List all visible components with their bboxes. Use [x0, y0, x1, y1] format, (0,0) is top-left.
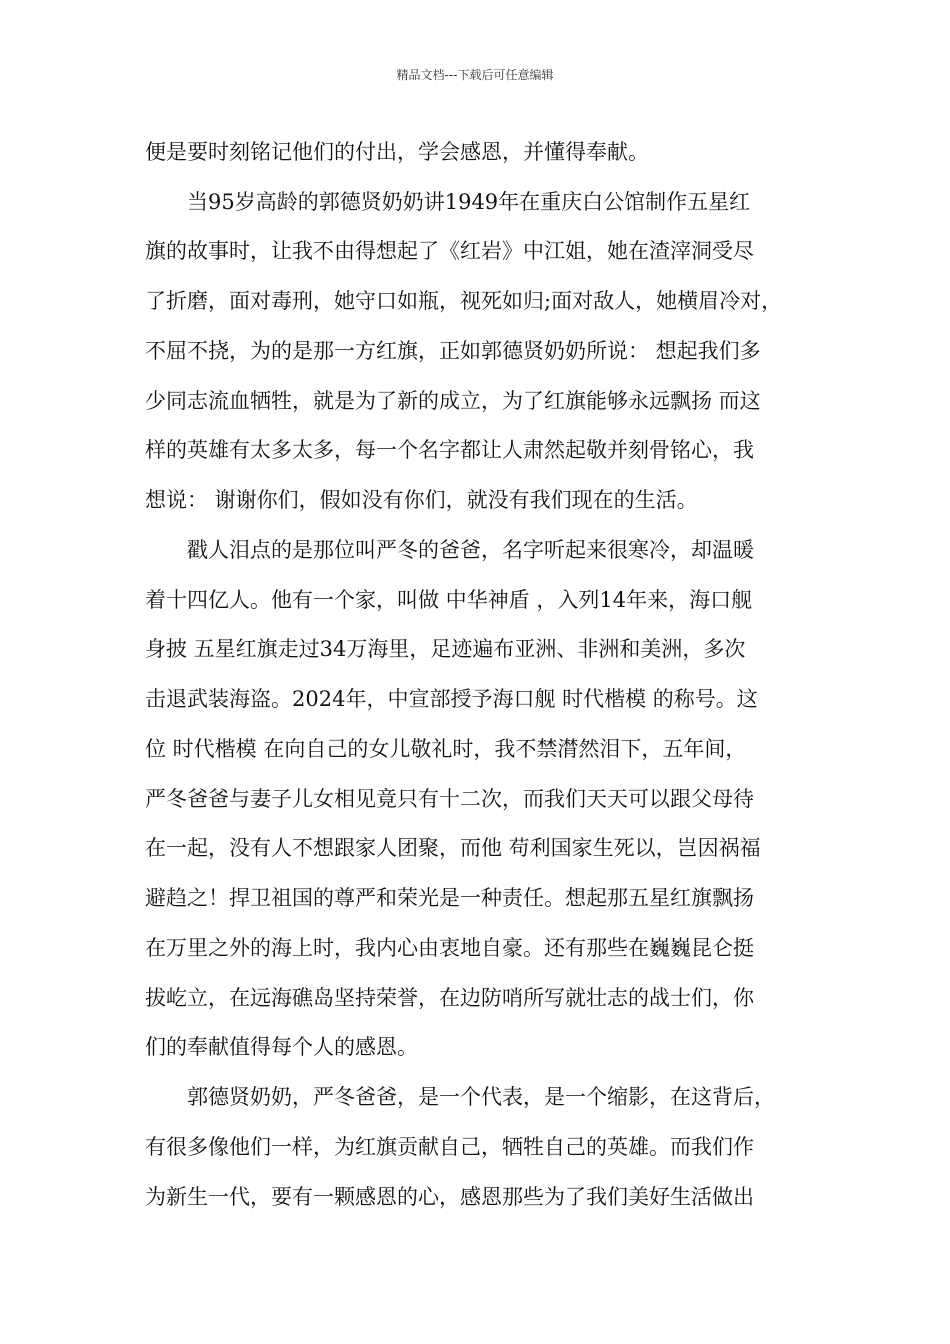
body-line: 便是要时刻铭记他们的付出，学会感恩，并懂得奉献。	[145, 140, 649, 164]
body-line: 戳人泪点的是那位叫严冬的爸爸，名字听起来很寒冷，却温暖	[145, 538, 754, 562]
body-line: 有很多像他们一样，为红旗贡献自己，牺牲自己的英雄。而我们作	[145, 1135, 754, 1159]
body-line: 样的英雄有太多太多，每一个名字都让人肃然起敬并刻骨铭心，我	[145, 438, 754, 462]
body-line: 想说： 谢谢你们，假如没有你们，就没有我们现在的生活。	[145, 488, 698, 512]
body-line: 位 时代楷模 在向自己的女儿敬礼时，我不禁潸然泪下，五年间，	[145, 737, 747, 761]
page-header: 精品文档---下载后可任意编辑	[396, 68, 554, 82]
body-line: 避趋之！捍卫祖国的尊严和荣光是一种责任。想起那五星红旗飘扬	[145, 886, 754, 910]
body-line: 们的奉献值得每个人的感恩。	[145, 1035, 418, 1059]
body-line: 身披 五星红旗走过34万海里，足迹遍布亚洲、非洲和美洲，多次	[145, 637, 746, 661]
body-line: 少同志流血牺牲，就是为了新的成立，为了红旗能够永远飘扬 而这	[145, 389, 761, 413]
body-line: 在一起，没有人不想跟家人团聚，而他 苟利国家生死以，岂因祸福	[145, 836, 761, 860]
body-line: 当95岁高龄的郭德贤奶奶讲1949年在重庆白公馆制作五星红	[145, 190, 751, 214]
body-line: 在万里之外的海上时，我内心由衷地自豪。还有那些在巍巍昆仑挺	[145, 936, 754, 960]
body-line: 不屈不挠，为的是那一方红旗，正如郭德贤奶奶所说： 想起我们多	[145, 339, 761, 363]
body-line: 旗的故事时，让我不由得想起了《红岩》中江姐，她在渣滓洞受尽	[145, 239, 754, 263]
body-line: 严冬爸爸与妻子儿女相见竟只有十二次，而我们天天可以跟父母待	[145, 787, 754, 811]
body-line: 为新生一代，要有一颗感恩的心，感恩那些为了我们美好生活做出	[145, 1185, 754, 1209]
body-line: 郭德贤奶奶，严冬爸爸，是一个代表，是一个缩影，在这背后，	[145, 1085, 775, 1109]
body-line: 击退武装海盗。2024年，中宣部授予海口舰 时代楷模 的称号。这	[145, 687, 758, 711]
body-line: 着十四亿人。他有一个家，叫做 中华神盾 ，入列14年来，海口舰	[145, 588, 753, 612]
body-line: 拔屹立，在远海礁岛坚持荣誉，在边防哨所写就壮志的战士们，你	[145, 986, 754, 1010]
body-line: 了折磨，面对毒刑，她守口如瓶，视死如归;面对敌人，她横眉冷对，	[145, 289, 783, 313]
